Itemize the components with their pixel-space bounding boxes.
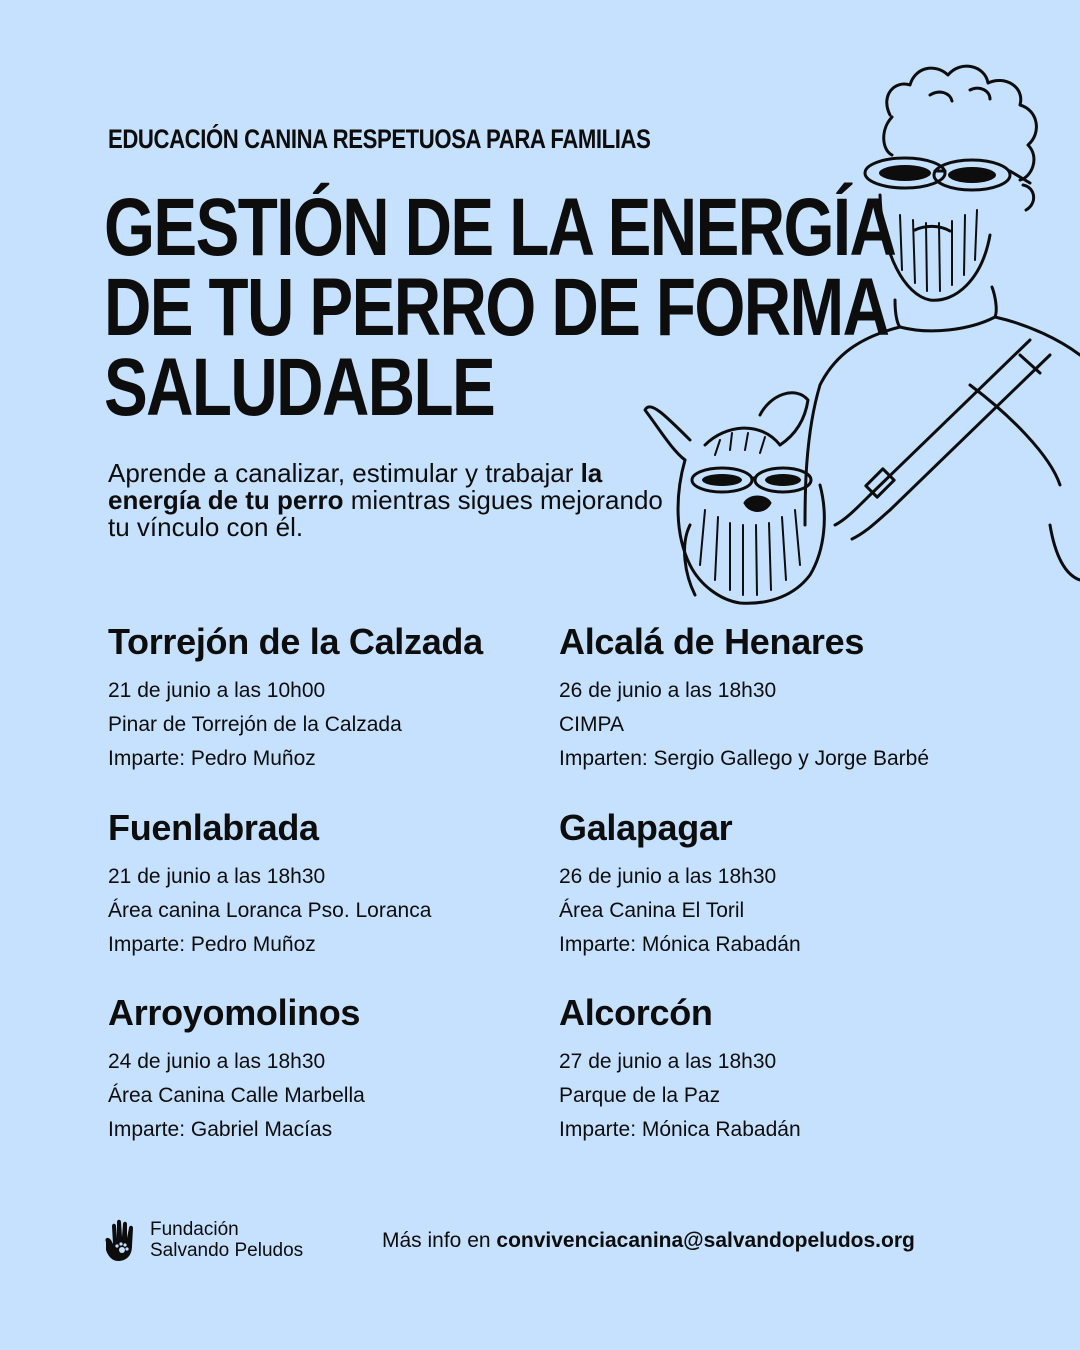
venue-card	[559, 993, 999, 1147]
venue-city: Fuenlabrada	[108, 807, 319, 848]
venue-instructor: Imparte: Pedro Muñoz	[108, 933, 316, 956]
logo-text	[150, 1219, 303, 1261]
venue-card	[108, 993, 548, 1147]
venue-instructor: Imparte: Mónica Rabadán	[559, 1118, 801, 1141]
venue-instructor: Imparte: Gabriel Macías	[108, 1118, 333, 1141]
venue-place: Área Canina El Toril	[559, 899, 745, 922]
title-line: SALUDABLE	[104, 342, 495, 433]
intro-bold: la energía de tu perro	[108, 458, 603, 515]
venue-date: 21 de junio a las 10h00	[108, 679, 326, 702]
intro-part1: Aprende a canalizar, estimular y trabajar	[108, 458, 581, 488]
foundation-logo	[102, 1218, 303, 1262]
venue-card	[559, 622, 999, 776]
venue-place: Parque de la Paz	[559, 1084, 721, 1107]
venue-place: CIMPA	[559, 713, 624, 736]
venue-place: Pinar de Torrejón de la Calzada	[108, 713, 402, 736]
title-line: GESTIÓN DE LA ENERGÍA	[104, 182, 896, 273]
intro-part2: mientras sigues mejorando tu vínculo con él.	[108, 485, 663, 542]
venue-city: Alcalá de Henares	[559, 621, 865, 662]
more-info	[382, 1229, 915, 1253]
venue-card	[559, 808, 999, 962]
intro-text	[108, 460, 668, 541]
venue-card	[108, 622, 548, 776]
venue-instructor: Imparte: Pedro Muñoz	[108, 747, 316, 770]
venue-date: 26 de junio a las 18h30	[559, 865, 777, 888]
venue-city: Alcorcón	[559, 992, 713, 1033]
venue-city: Galapagar	[559, 807, 733, 848]
venue-instructor: Imparte: Mónica Rabadán	[559, 933, 801, 956]
venue-place: Área canina Loranca Pso. Loranca	[108, 899, 432, 922]
info-prefix: Más info en	[382, 1229, 497, 1252]
man-with-dog-illustration	[630, 55, 1080, 615]
venue-city: Torrejón de la Calzada	[108, 621, 483, 662]
contact-email-link[interactable]: convivenciacanina@salvandopeludos.org	[496, 1229, 915, 1252]
venue-date: 26 de junio a las 18h30	[559, 679, 777, 702]
logo-line2: Salvando Peludos	[150, 1240, 304, 1261]
hand-paw-logo-icon	[102, 1218, 140, 1262]
venue-card	[108, 808, 548, 962]
venue-place: Área Canina Calle Marbella	[108, 1084, 365, 1107]
venue-city: Arroyomolinos	[108, 992, 361, 1033]
logo-line1: Fundación	[150, 1219, 239, 1240]
venue-date: 27 de junio a las 18h30	[559, 1050, 777, 1073]
title-line: DE TU PERRO DE FORMA	[104, 262, 889, 353]
venue-instructor: Imparten: Sergio Gallego y Jorge Barbé	[559, 747, 930, 770]
venue-date: 21 de junio a las 18h30	[108, 865, 326, 888]
kicker: EDUCACIÓN CANINA RESPETUOSA PARA FAMILIAS	[108, 124, 651, 154]
venue-date: 24 de junio a las 18h30	[108, 1050, 326, 1073]
